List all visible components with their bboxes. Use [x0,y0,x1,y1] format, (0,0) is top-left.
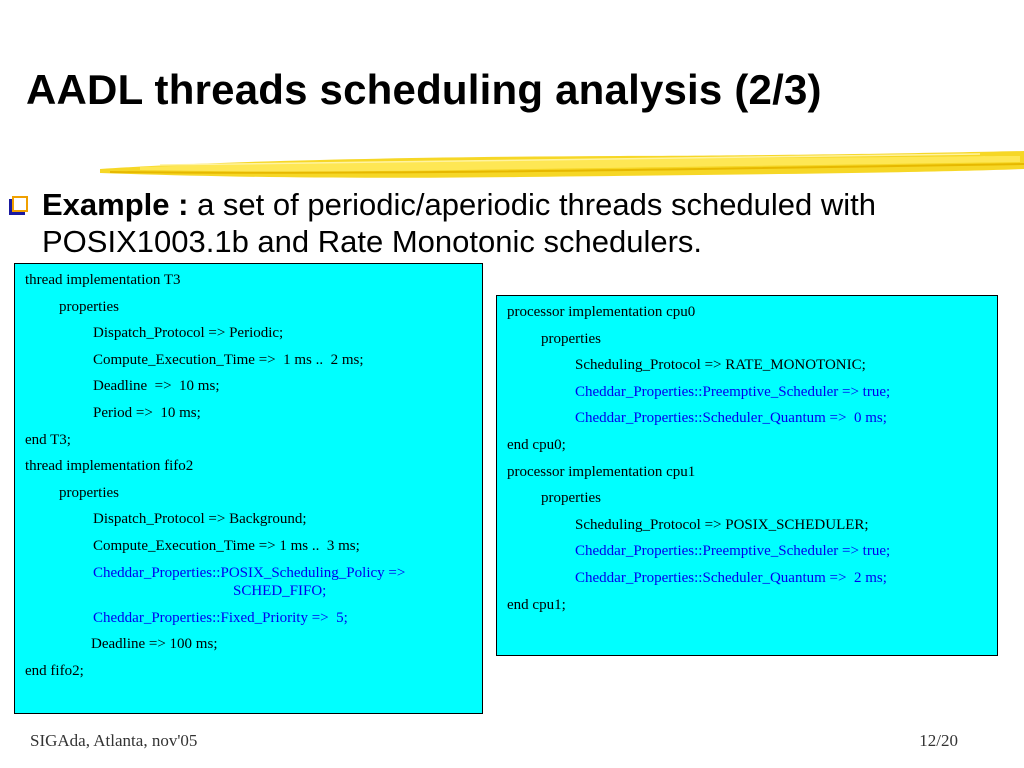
code-line: thread implementation T3 [25,272,181,288]
code-line: Cheddar_Properties::Fixed_Priority => 5; [93,609,348,626]
code-line: Dispatch_Protocol => Periodic; [93,325,284,342]
code-line: processor implementation cpu0 [507,304,696,320]
example-bullet [42,186,1002,260]
code-line: end T3; [25,431,71,448]
code-line: Deadline => 10 ms; [93,378,220,395]
code-line: properties [541,490,601,507]
footer-event: SIGAda, Atlanta, nov'05 [30,731,198,750]
example-text: a set of periodic/aperiodic threads scheduled with POSIX1003.1b and Rate Monotonic schedulers. [42,187,877,259]
code-line: properties [541,330,601,347]
code-line: properties [59,298,119,315]
code-line: thread implementation fifo2 [25,458,194,475]
slide-title: AADL threads scheduling analysis (2/3) [26,66,822,113]
code-line: end cpu1; [507,596,566,613]
code-line: Scheduling_Protocol => RATE_MONOTONIC; [575,357,866,374]
code-line: Scheduling_Protocol => POSIX_SCHEDULER; [575,516,869,533]
footer-page-number: 12/20 [919,731,958,750]
thread-implementations-box [14,263,483,714]
code-line: processor implementation cpu1 [507,463,696,480]
code-line: Deadline => 100 ms; [91,636,218,653]
code-line: end cpu0; [507,436,566,453]
example-label: Example : [42,187,189,222]
code-line: Dispatch_Protocol => Background; [93,511,307,528]
code-line: Period => 10 ms; [93,404,201,421]
code-line: Cheddar_Properties::Preemptive_Scheduler => true; [575,383,891,400]
code-line: SCHED_FIFO; [233,583,327,600]
yellow-brush-rule [100,147,1024,187]
processor-implementations-box [496,295,998,656]
code-line: Cheddar_Properties::Scheduler_Quantum => 0 ms; [575,410,887,427]
code-line: Compute_Execution_Time => 1 ms .. 3 ms; [93,537,360,554]
code-line: Cheddar_Properties::POSIX_Scheduling_Policy => [93,564,406,581]
code-line: end fifo2; [25,662,84,679]
code-line: properties [59,484,119,501]
code-line: Compute_Execution_Time => 1 ms .. 2 ms; [93,351,364,368]
code-line: Cheddar_Properties::Scheduler_Quantum => 2 ms; [575,569,887,586]
square-bullet-icon [12,196,28,212]
code-line: Cheddar_Properties::Preemptive_Scheduler => true; [575,543,891,560]
